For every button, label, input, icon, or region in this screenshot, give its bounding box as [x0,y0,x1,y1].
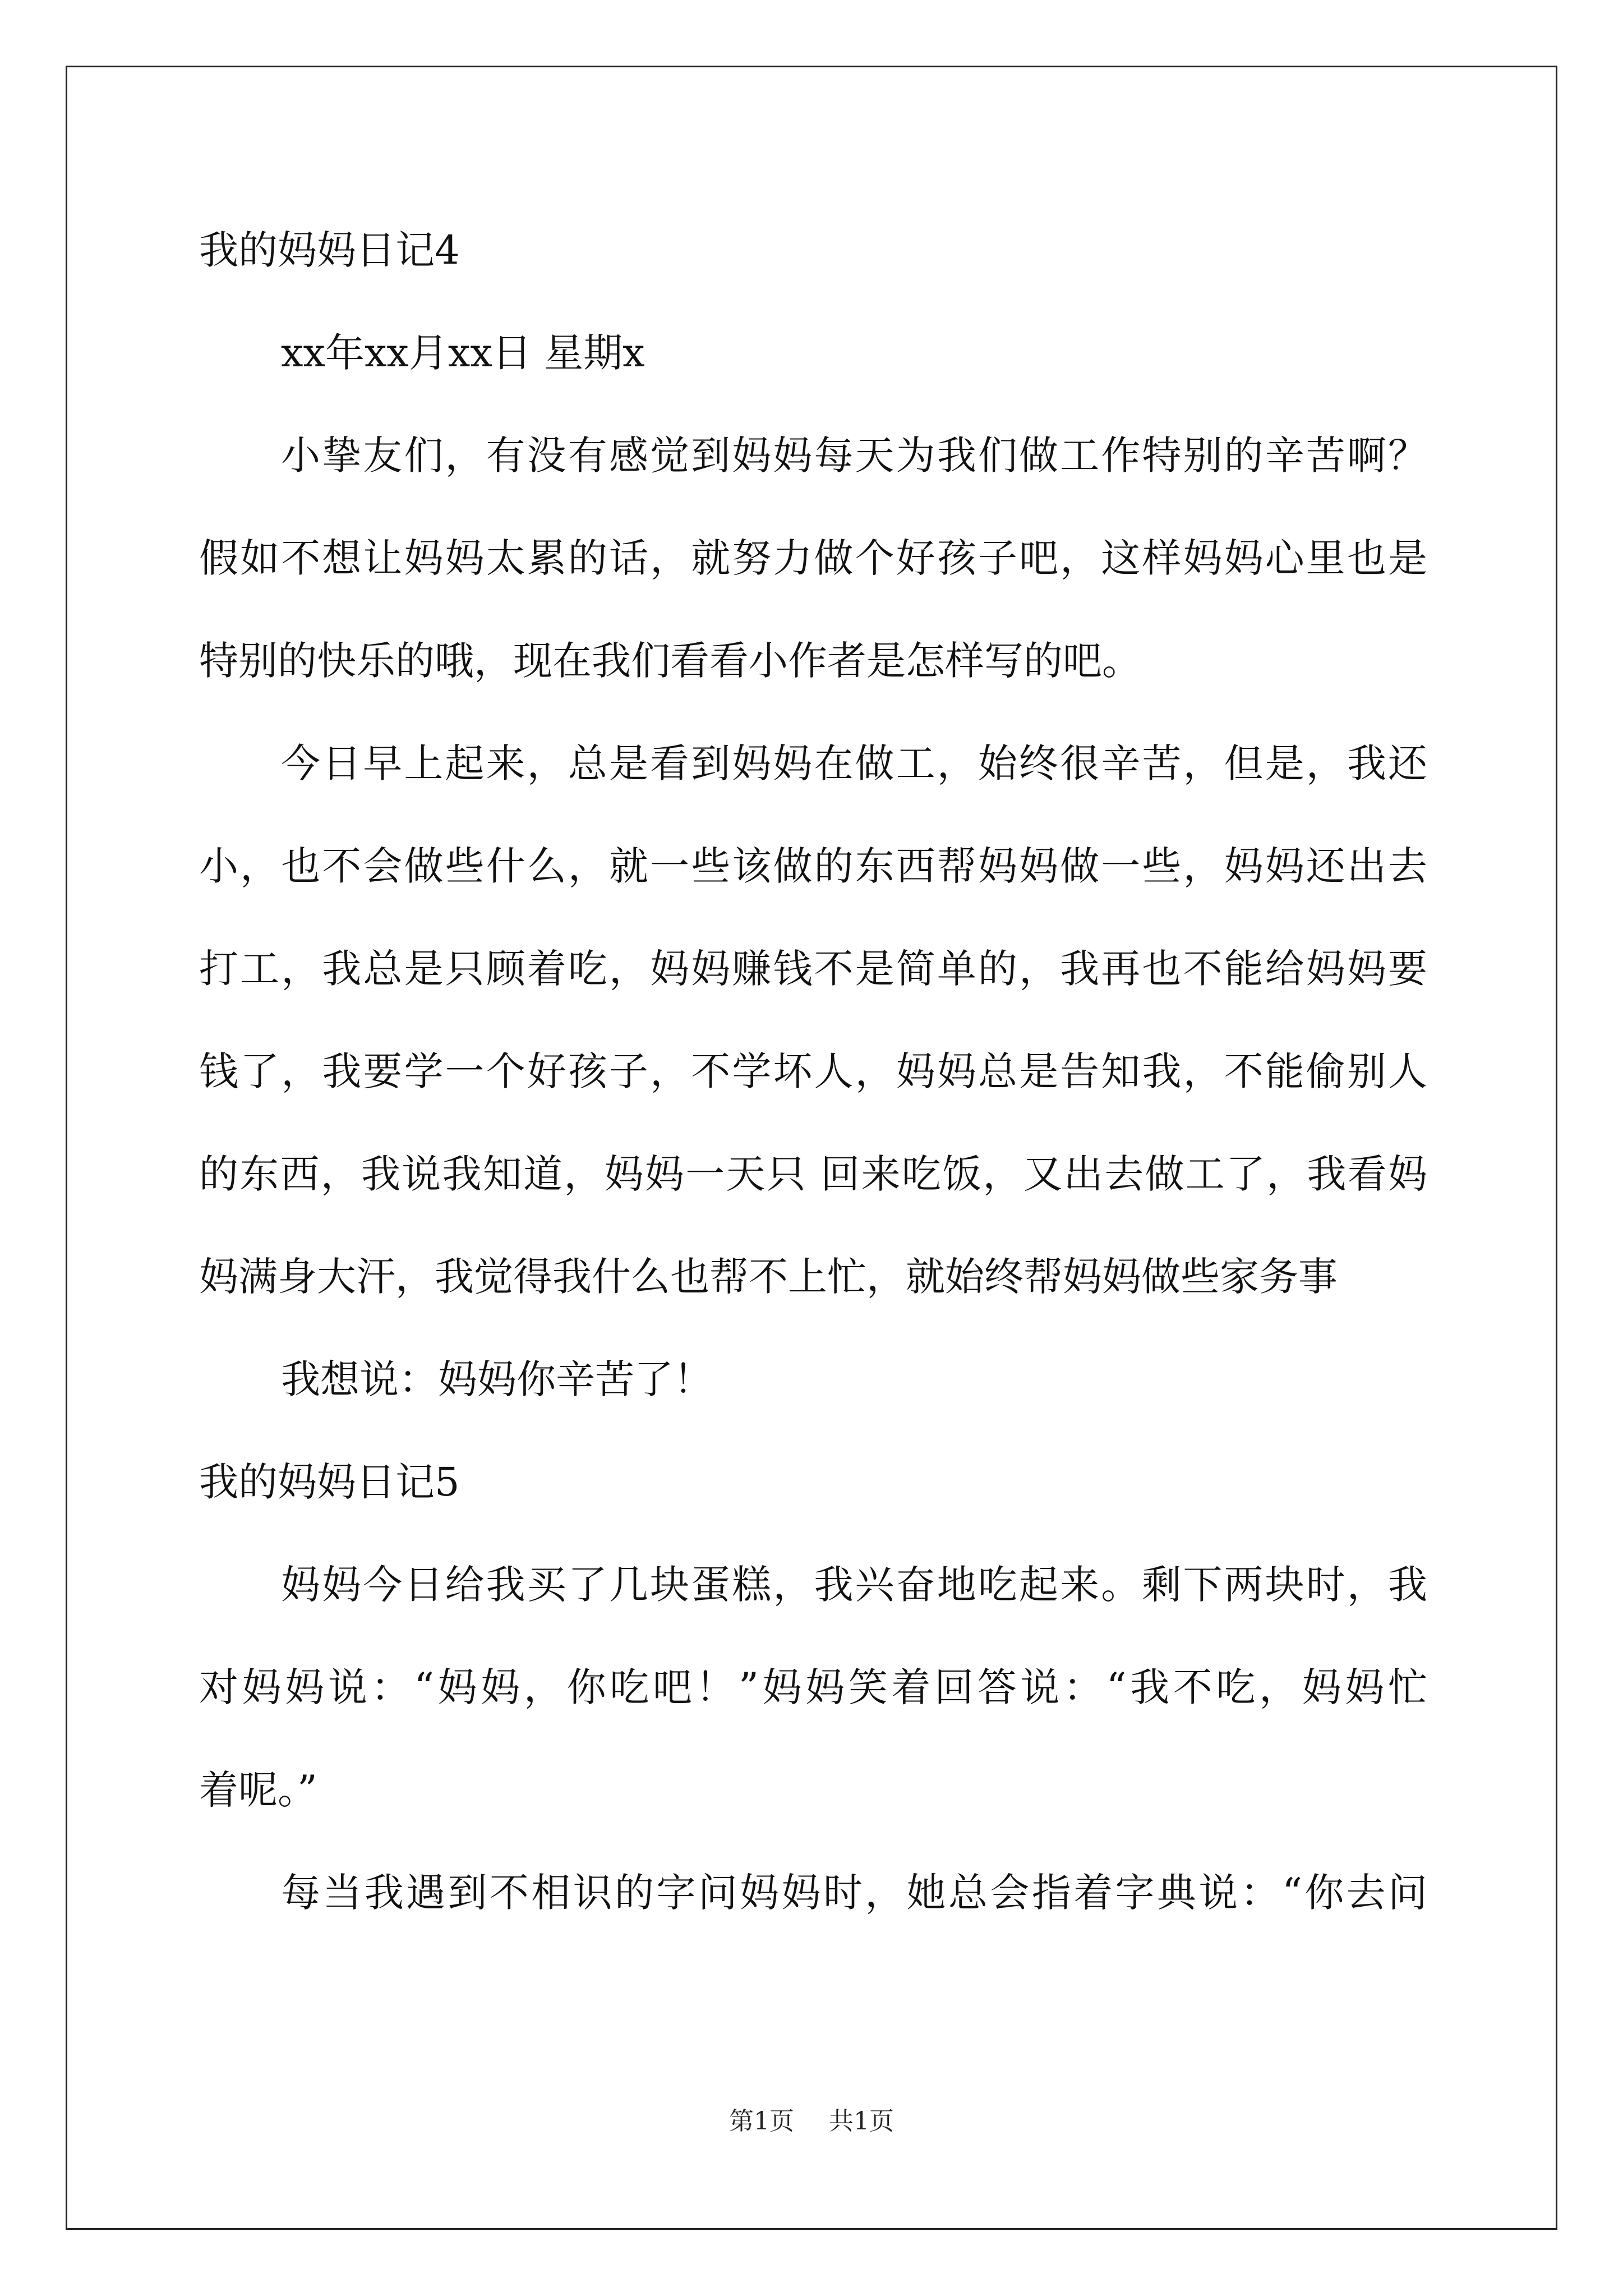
paragraph-line: 小挚友们，有没有感觉到妈妈每天为我们做工作特别的辛苦啊？ [281,432,1427,478]
paragraph-line: 妈满身大汗，我觉得我什么也帮不上忙，就始终帮妈妈做些家务事 [199,1254,1338,1300]
paragraph-line: 的东西，我说我知道，妈妈一天只 回来吃饭，又出去做工了，我看妈 [199,1151,1427,1197]
paragraph-line: 打工，我总是只顾着吃，妈妈赚钱不是简单的，我再也不能给妈妈要 [199,946,1427,992]
heading-diary-4: 我的妈妈日记4 [199,227,460,273]
paragraph-line: 假如不想让妈妈太累的话，就努力做个好孩子吧，这样妈妈心里也是 [199,535,1427,581]
heading-diary-5: 我的妈妈日记5 [199,1459,460,1505]
paragraph-line: 妈妈今日给我买了几块蛋糕，我兴奋地吃起来。剩下两块时，我 [281,1562,1427,1608]
paragraph-line: 钱了，我要学一个好孩子，不学坏人，妈妈总是告知我，不能偷别人 [199,1048,1427,1094]
document-body [199,199,1427,1944]
paragraph-line: 每当我遇到不相识的字问妈妈时，她总会指着字典说：“你去问 [281,1870,1427,1916]
page-total: 共1页 [829,2107,894,2136]
paragraph-line: 特别的快乐的哦，现在我们看看小作者是怎样写的吧。 [199,638,1141,684]
date-line: xx年xx月xx日 星期x [281,330,645,376]
paragraph-line: 着呢。” [199,1767,317,1813]
paragraph-line: 今日早上起来，总是看到妈妈在做工，始终很辛苦，但是，我还 [281,740,1427,786]
page-number: 第1页 [729,2107,794,2136]
page-footer [0,2105,1623,2138]
paragraph-line: 我想说：妈妈你辛苦了！ [281,1356,713,1402]
paragraph-line: 对妈妈说：“妈妈，你吃吧！”妈妈笑着回答说：“我不吃，妈妈忙 [199,1664,1427,1710]
paragraph-line: 小，也不会做些什么，就一些该做的东西帮妈妈做一些，妈妈还出去 [199,843,1427,889]
